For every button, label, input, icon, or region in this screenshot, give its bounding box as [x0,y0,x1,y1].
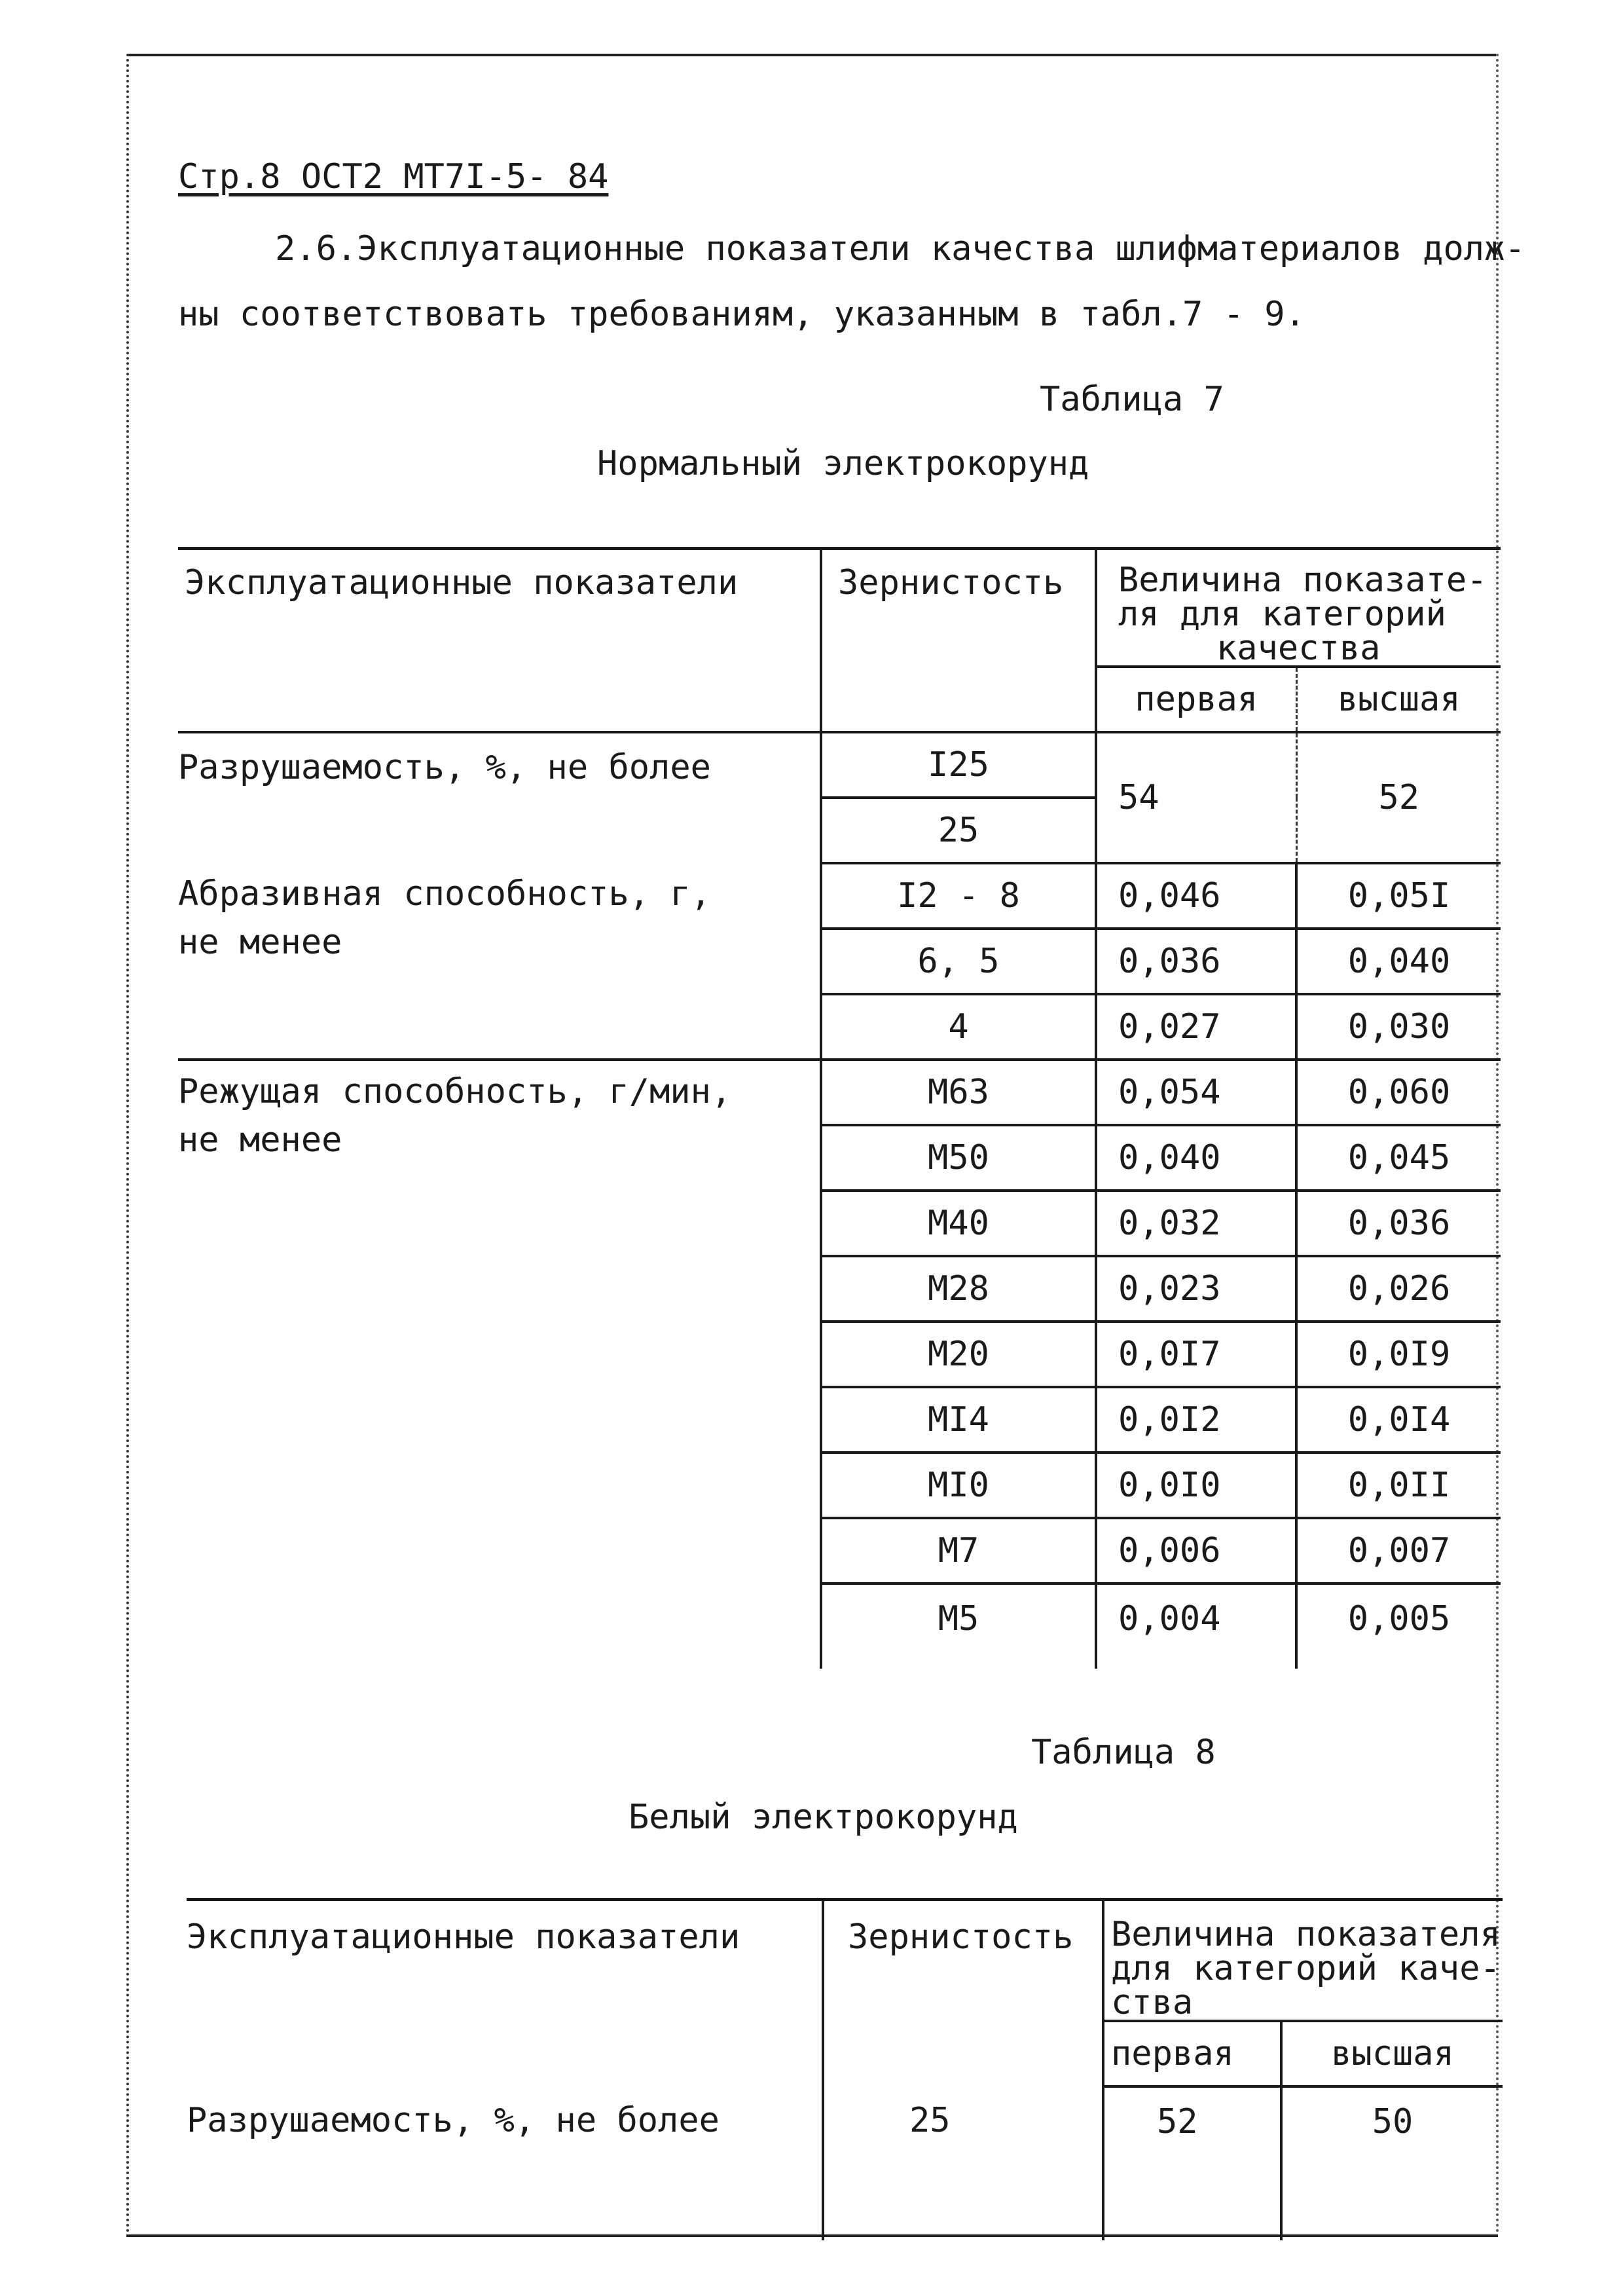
table8-header-grain: Зернистость [823,1900,1103,2087]
table7-highest: 0,040 [1296,929,1501,994]
table7-grain: М50 [821,1125,1096,1191]
table8-header-highest: высшая [1281,2021,1503,2086]
table7-highest: 0,0I9 [1296,1322,1501,1387]
table7-first: 0,0I2 [1096,1387,1296,1453]
table7-first: 0,023 [1096,1256,1296,1322]
table7-title: Нормальный электрокорунд [597,444,1089,483]
table7-first: 0,0I7 [1096,1322,1296,1387]
table7-header-highest: высшая [1296,667,1501,732]
table8-grain: 25 [823,2086,1103,2240]
table7-grain: 6, 5 [821,929,1096,994]
table7-grain: М7 [821,1518,1096,1583]
table7-highest: 0,007 [1296,1518,1501,1583]
table7-header-grain: Зернистость [821,549,1096,733]
table7-grain: I25 [821,732,1096,798]
table7-first: 0,0I0 [1096,1453,1296,1518]
table7-header-first: первая [1096,667,1296,732]
table7-highest: 0,036 [1296,1191,1501,1256]
table7-highest: 0,045 [1296,1125,1501,1191]
paragraph-line-2: ны соответствовать требованиям, указанным в табл.7 - 9. [178,295,1305,334]
table7-highest: 0,030 [1296,994,1501,1060]
table7-highest: 0,005 [1296,1583,1501,1669]
table7-highest: 52 [1296,732,1501,863]
table7-indicator-abrasive: Абразивная способность, г, не менее [178,863,821,1060]
table8 [187,1898,1503,2240]
table7-grain: М63 [821,1060,1096,1125]
table7-highest: 0,0II [1296,1453,1501,1518]
table7-indicator-cutting: Режущая способность, г/мин, не менее [178,1072,732,1160]
table8-label: Таблица 8 [1031,1733,1216,1772]
table7-grain: М40 [821,1191,1096,1256]
table7-grain: 4 [821,994,1096,1060]
table7-highest: 0,026 [1296,1256,1501,1322]
table7-indicator-fragility: Разрушаемость, %, не более [178,748,711,787]
table7-highest: 0,05I [1296,863,1501,929]
table8-title: Белый электрокорунд [629,1798,1018,1837]
table7-first: 0,054 [1096,1060,1296,1125]
page-frame-left [126,54,129,2234]
paragraph-line-1: 2.6.Эксплуатационные показатели качества шлифматериалов долж- [275,229,1525,268]
table7-highest: 0,060 [1296,1060,1501,1125]
table7-grain: МI0 [821,1453,1096,1518]
table7-grain: М5 [821,1583,1096,1669]
table8-highest: 50 [1281,2086,1503,2240]
table7-header-indicator: Эксплуатационные показатели [178,549,821,733]
table7-label: Таблица 7 [1040,380,1224,419]
table7-first: 0,036 [1096,929,1296,994]
table7-first: 0,006 [1096,1518,1296,1583]
table7-highest: 0,0I4 [1296,1387,1501,1453]
table7-first: 0,040 [1096,1125,1296,1191]
table8-indicator-fragility: Разрушаемость, %, не более [187,2101,720,2140]
table7-grain: I2 - 8 [821,863,1096,929]
table7-first: 0,032 [1096,1191,1296,1256]
table7-header-value: Величина показате- ля для категорий качества [1096,549,1501,667]
table7-first: 0,027 [1096,994,1296,1060]
table7-first: 0,046 [1096,863,1296,929]
table8-first: 52 [1103,2086,1281,2240]
table7-grain: М28 [821,1256,1096,1322]
table8-header-first: первая [1103,2021,1281,2086]
table7 [178,547,1501,1669]
table8-header-value: Величина показателя для категорий каче- ства [1103,1900,1503,2022]
table7-first: 0,004 [1096,1583,1296,1669]
table7-grain: МI4 [821,1387,1096,1453]
table7-grain: М20 [821,1322,1096,1387]
page-frame-top [128,54,1496,56]
table7-grain: 25 [821,798,1096,863]
page-header: Стр.8 ОСТ2 МТ7I-5- 84 [178,157,609,196]
table8-header-indicator: Эксплуатационные показатели [187,1900,823,2087]
table7-first: 54 [1096,732,1296,863]
